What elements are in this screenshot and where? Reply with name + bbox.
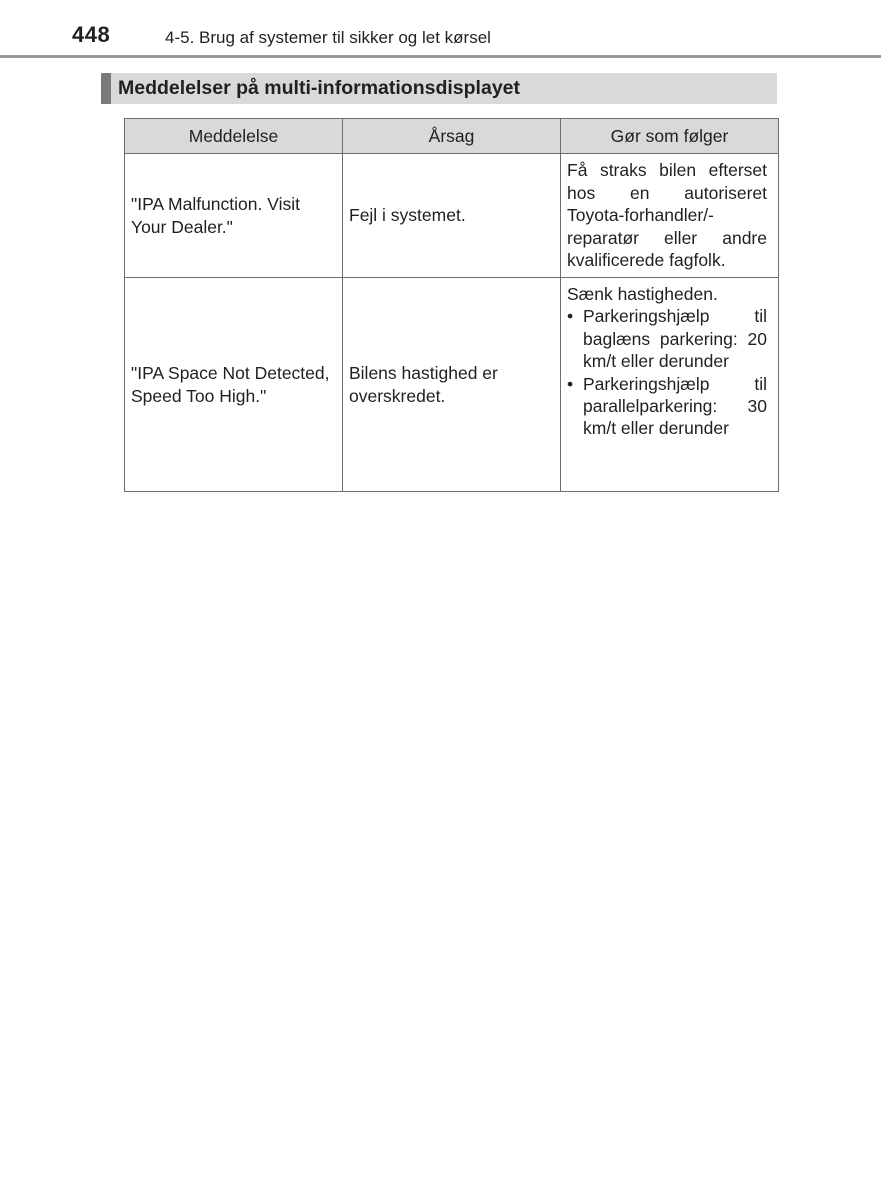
action-intro: Få straks bilen efterset hos en autoriseret Toyota-forhandler/-reparatør eller andre kvalificerede fagfolk.	[567, 160, 767, 271]
action-cell	[561, 154, 779, 278]
action-list-item	[567, 373, 767, 440]
message-cell: "IPA Space Not Detected, Speed Too High."	[125, 278, 343, 492]
cause-cell: Bilens hastighed er overskredet.	[343, 278, 561, 492]
message-cell: "IPA Malfunction. Visit Your Dealer."	[125, 154, 343, 278]
section-title: Meddelelser på multi-informationsdisplayet	[118, 77, 520, 99]
column-header-cause: Årsag	[343, 119, 561, 154]
table-row	[125, 154, 779, 278]
header-rule	[0, 55, 881, 58]
table-header-row	[125, 119, 779, 154]
table-row	[125, 278, 779, 492]
action-list-item-text: Parkeringshjælp til parallelparkering: 30 km/t eller derunder	[583, 373, 767, 439]
page-number: 448	[72, 22, 111, 47]
action-intro: Sænk hastigheden.	[567, 284, 718, 304]
section-reference: 4-5. Brug af systemer til sikker og let kørsel	[165, 28, 491, 47]
bullet-icon: •	[567, 306, 574, 327]
cause-cell: Fejl i systemet.	[343, 154, 561, 278]
action-list-item-text: Parkeringshjælp til baglæns parkering: 20 km/t eller derunder	[583, 306, 767, 372]
section-title-bar	[101, 73, 777, 104]
bullet-icon: •	[567, 373, 574, 394]
column-header-action: Gør som følger	[561, 119, 779, 154]
column-header-message: Meddelelse	[125, 119, 343, 154]
page-header	[0, 0, 881, 58]
messages-table	[124, 118, 779, 492]
action-cell	[561, 278, 779, 492]
action-list-item	[567, 305, 767, 372]
